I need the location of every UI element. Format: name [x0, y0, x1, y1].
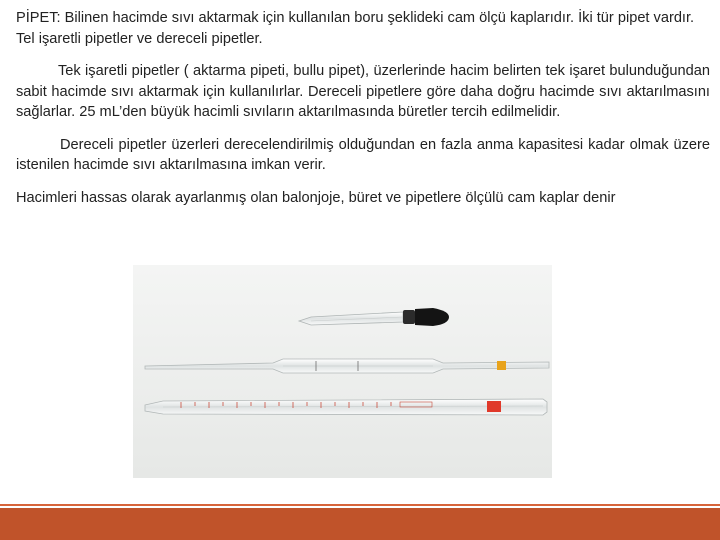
main-text: [16, 8, 710, 220]
graduated-pipette-paragraph: Dereceli pipetler üzerleri derecelendirilmiş olduğundan en fazla anma kapasitesi kadar olmak üzere istenilen hacimde sıvı aktarılmasına imkan verir.: [16, 136, 710, 173]
footer-bar: [0, 508, 720, 540]
single-mark-pipette-paragraph: Tek işaretli pipetler ( aktarma pipeti, bullu pipet), üzerlerinde hacim belirten tek işaret bulunduğundan sabit hacimde sıvı aktarmak için kullanılırlar. Dereceli pipetlere göre daha doğru hacimde sıvı aktarılmasını sağlarlar. 25 mL’den büyük hacimli sıvıların aktarılmasında büretler tercih edilmelidir.: [16, 63, 710, 120]
graduated-pipette: [145, 399, 547, 415]
footer-divider: [0, 504, 720, 506]
pipettes-illustration: [133, 265, 552, 478]
volumetric-glassware-paragraph: Hacimleri hassas olarak ayarlanmış olan balonjoje, büret ve pipetlere ölçülü cam kaplar denir: [16, 189, 616, 206]
pipettes-photo: [133, 265, 552, 478]
intro-paragraph: PİPET: Bilinen hacimde sıvı aktarmak için kullanılan boru şeklideki cam ölçü kaplarıdır. İki tür pipet vardır. Tel işaretli pipetler ve dereceli pipetler.: [16, 10, 695, 47]
